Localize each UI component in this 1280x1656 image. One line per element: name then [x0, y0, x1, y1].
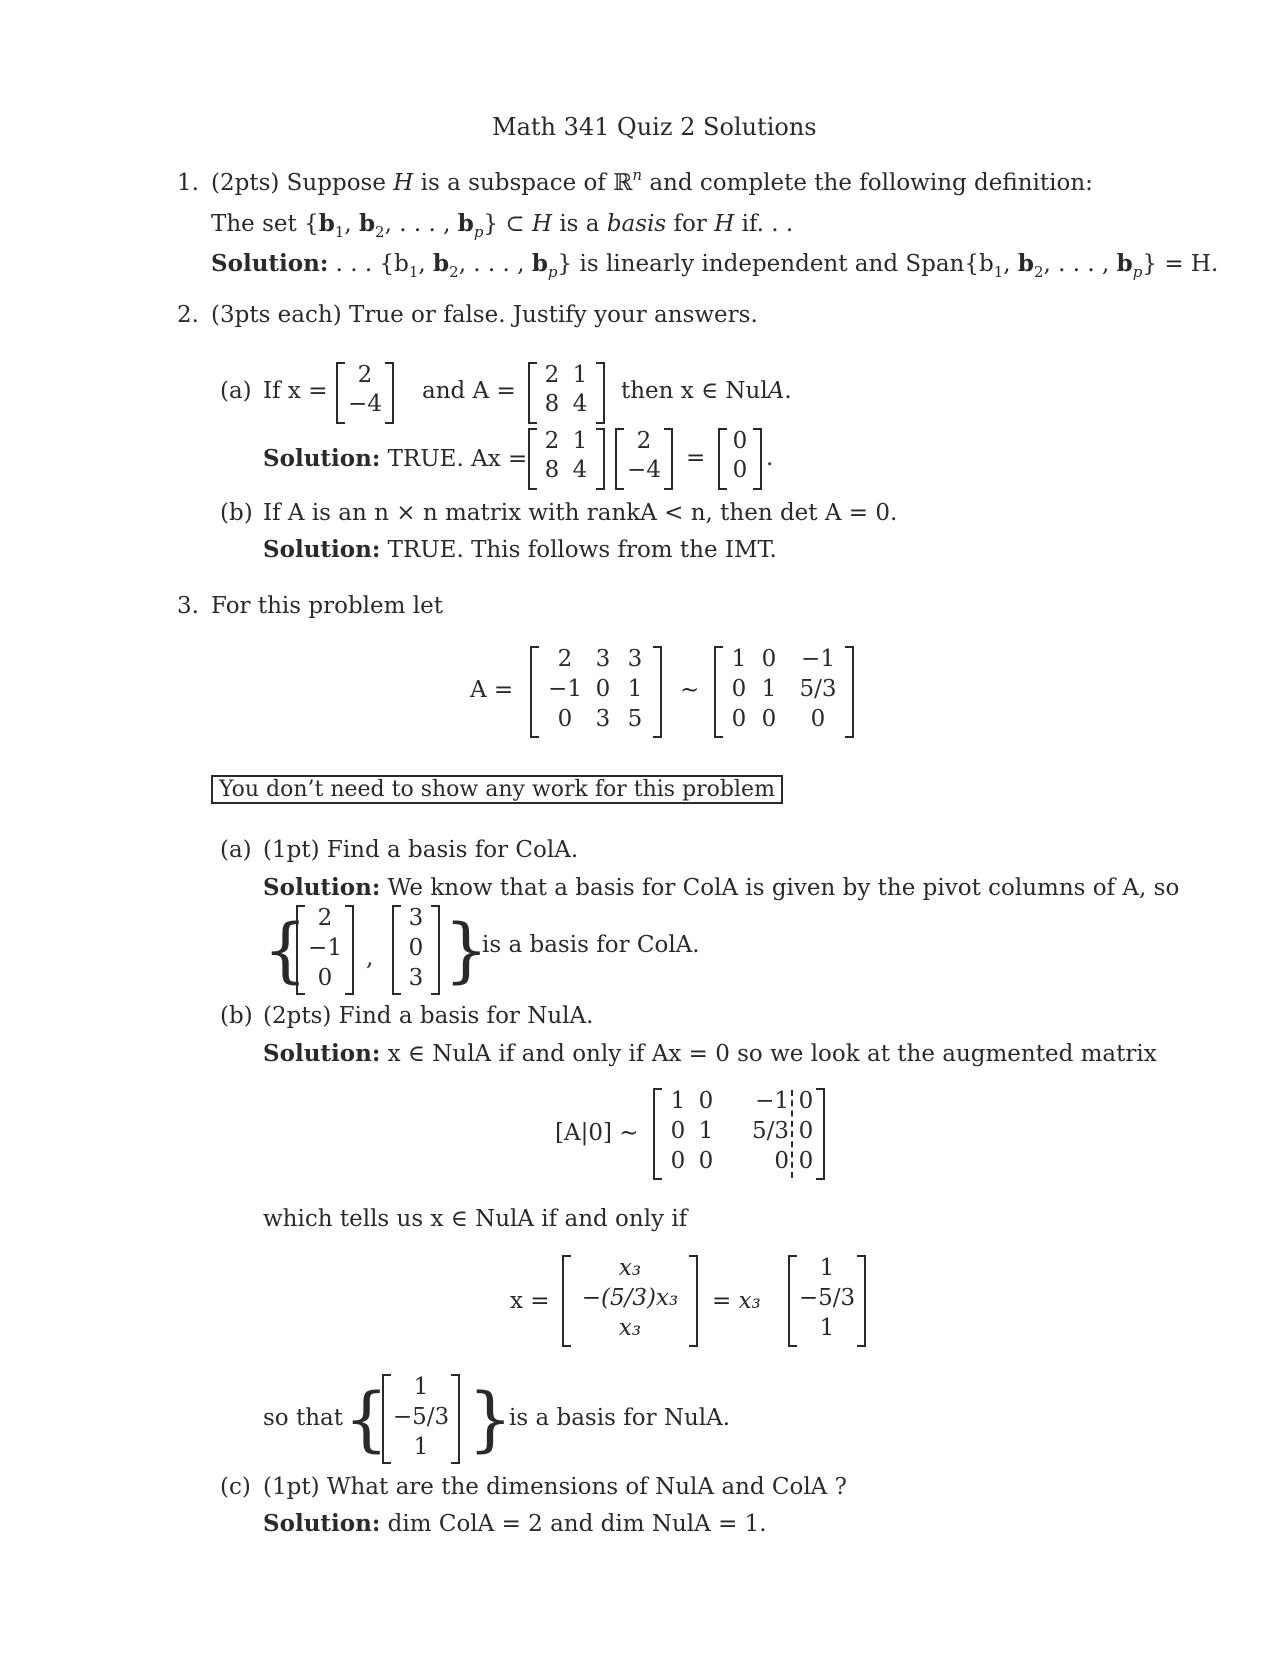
q3-a-eq: A = — [470, 677, 514, 703]
q1-number: 1. — [177, 170, 199, 196]
q3a-left-brace: { — [263, 909, 308, 991]
q3a-solution-label: Solution: — [263, 874, 381, 901]
q2a-label: (a) — [220, 378, 252, 404]
q3a-vector-1: 2 −1 0 — [296, 905, 354, 995]
q1-solution: Solution: . . . {$b_1$, $b_2$, . . . , $b_p$} is linearly independent and $Span\{b_1$, $b_2$, . . . , $b_p\} = H$. — [211, 250, 1219, 281]
q3b-solution-label: Solution: — [263, 1040, 381, 1067]
q2b-label: (b) — [220, 500, 253, 526]
q1-definition: The set {$b_1$, $b_2$, . . . , $b_p$} ⊂ H is a basis for H if. . . — [211, 210, 794, 241]
q3a-label: (a) — [220, 837, 252, 863]
q1-prompt-a: Suppose — [286, 170, 386, 196]
page-title: Math 341 Quiz 2 Solutions — [492, 113, 817, 141]
q2-header: (3pts each) True or false. Justify your answers. — [211, 302, 758, 328]
q2a-dot: . — [766, 445, 774, 471]
q3a-vector-2: 3 0 3 — [392, 905, 440, 995]
q3b-label: (b) — [220, 1003, 253, 1029]
q3-notice-box: You don’t need to show any work for this problem — [211, 775, 783, 804]
q3c-solution: Solution: dim ColA = 2 and dim NulA = 1. — [263, 1510, 767, 1537]
q3b-tail: is a basis for NulA. — [509, 1405, 731, 1431]
q2a-then: then x ∈ NulA. — [621, 378, 792, 404]
q3b-solution: Solution: x ∈ NulA if and only if Ax = 0 so we look at the augmented matrix — [263, 1040, 1157, 1067]
q2a-sol-vector: 2 −4 — [615, 428, 673, 490]
q3-number: 3. — [177, 593, 199, 619]
q3b-aug-label: [A|0] ∼ — [555, 1120, 639, 1146]
q1-h: H — [393, 170, 414, 196]
q1-rn: ℝ$^n$ — [613, 166, 642, 196]
q3b-basis-vector: 1 −5/3 1 — [382, 1374, 460, 1464]
q3-tilde: ∼ — [680, 677, 700, 703]
q3a-text: (1pt) Find a basis for ColA. — [263, 837, 579, 863]
q2b-solution-label: Solution: — [263, 536, 381, 563]
q1-prompt-b: is a subspace of — [420, 170, 606, 196]
q3a-comma: , — [366, 945, 374, 971]
q2a-equals: = — [686, 445, 706, 471]
q2a-solution: Solution: TRUE. Ax = — [263, 445, 528, 472]
q3b-so-that: so that — [263, 1405, 343, 1431]
q2a-solution-label: Solution: — [263, 445, 381, 472]
q2-number: 2. — [177, 302, 199, 328]
q3c-label: (c) — [220, 1474, 251, 1500]
q3b-left-brace: { — [344, 1378, 389, 1460]
q3b-text: (2pts) Find a basis for NulA. — [263, 1003, 594, 1029]
q2b-text: If A is an n × n matrix with rankA < n, then det A = 0. — [263, 500, 898, 526]
q3a-right-brace: } — [444, 909, 489, 991]
q2a-if: If x = — [263, 378, 328, 404]
q3b-x-vector: x₃ −(5/3)x₃ x₃ — [562, 1255, 698, 1347]
q2a-sol-matrix: 2 1 8 4 — [528, 428, 605, 490]
q3-header: For this problem let — [211, 593, 443, 619]
q3-a-matrix: 2 3 3 −1 0 1 0 3 5 — [530, 646, 662, 738]
q3b-right-brace: } — [468, 1378, 513, 1460]
q3b-which: which tells us x ∈ NulA if and only if — [263, 1206, 688, 1232]
q1-prompt — [211, 166, 1093, 196]
q3b-x-eq: x = — [510, 1288, 550, 1314]
q3a-tail: is a basis for ColA. — [482, 932, 700, 958]
q2b-solution: Solution: TRUE. This follows from the IMT. — [263, 536, 777, 563]
q3b-aug-matrix: 1 0 −1 0 0 1 5/3 0 0 0 0 0 — [653, 1088, 825, 1180]
q3c-solution-label: Solution: — [263, 1510, 381, 1537]
q2a-and-a: and A = — [422, 378, 516, 404]
q3b-direction-vector: 1 −5/3 1 — [788, 1255, 866, 1347]
q1-points: (2pts) — [211, 170, 280, 196]
q3c-text: (1pt) What are the dimensions of NulA and ColA ? — [263, 1474, 847, 1500]
q1-solution-label: Solution: — [211, 250, 329, 277]
q1-basis-word: basis — [606, 211, 667, 237]
q2a-x-vector: 2 −4 — [336, 362, 394, 424]
q3-rref-matrix: 1 0 −1 0 1 5/3 0 0 0 — [714, 646, 854, 738]
q2a-zero-vector: 0 0 — [718, 428, 762, 490]
q3b-eq-x3: = x₃ — [712, 1288, 761, 1314]
q1-prompt-c: and complete the following definition: — [649, 170, 1093, 196]
q2a-a-matrix: 2 1 8 4 — [528, 362, 605, 424]
q3a-solution: Solution: We know that a basis for ColA is given by the pivot columns of A, so — [263, 874, 1180, 901]
